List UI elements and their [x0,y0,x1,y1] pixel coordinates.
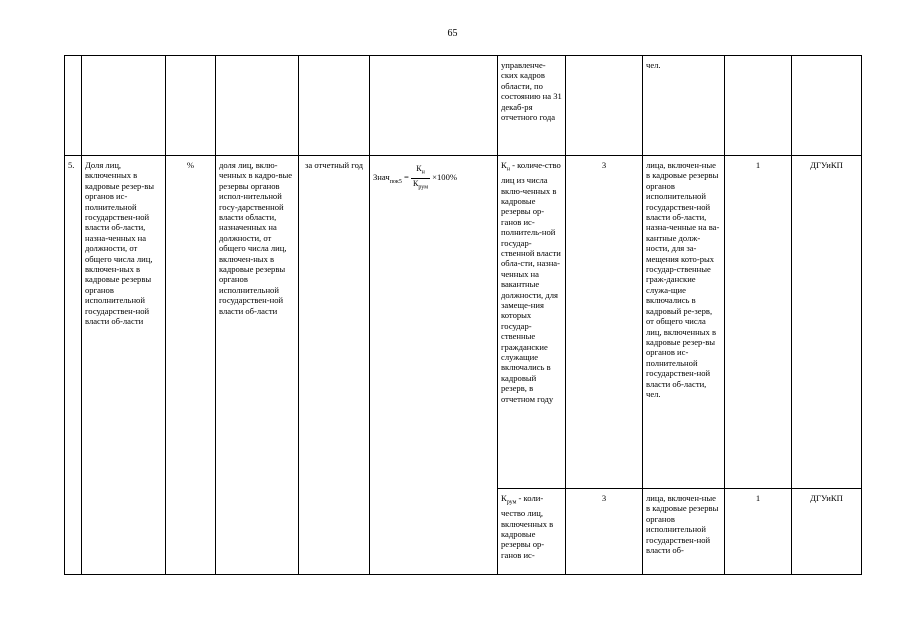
data-description: лица, включен-ные в кадровые резервы органов исполнительной государствен-ной власти об- [643,489,725,575]
source-code: 3 [566,156,643,489]
table-row-top [65,56,862,156]
unit-cell: чел. [643,56,725,156]
table-row-indicator-5 [65,156,862,489]
frequency: 1 [725,156,792,489]
indicators-table [64,55,862,575]
row-number: 5. [65,156,82,575]
source-code: 3 [566,489,643,575]
frequency: 1 [725,489,792,575]
data-description: лица, включен-ные в кадровые резервы органов исполнительной государствен-ной власти об-ласти, назна-ченные на ва-кантные долж-ности, для за-мещения кото-рых государ-ственные граж-данские служа-щие включались в кадровый ре-зерв, от общего числа лиц, включенных в кадровые резер-вы органов ис-полнительной государствен-ной власти об-ласти, чел. [643,156,725,489]
calculation-formula: Знач$_{пок5}$ = $\frac{К_н}{К_{рум}}$ ×100% [370,156,498,575]
variable-description: $К_н$ - количе-ство лиц из числа вклю-ченных в кадровые резервы ор-ганов ис-полнитель-ной государ-ственной власти обла-сти, назна-ченных на вакантные должности, для замеще-ния которых государ-ственные гражданские служащие включались в кадровый резерв, в отчетном году [498,156,566,489]
indicator-definition: доля лиц, вклю-ченных в кадро-вые резервы органов испол-нительной госу-дарственной власти области, назначенных на должности, от общего числа лиц, включен-ных в кадровые резервы органов исполнительной государствен-ной власти об-ласти [216,156,299,575]
responsible-body: ДГУиКП [792,489,862,575]
variable-description: $К_{рум}$ - коли-чество лиц, включенных в кадровые резервы ор-ганов ис- [498,489,566,575]
responsible-body: ДГУиКП [792,156,862,489]
formula-fraction: $\frac{К_н}{К_{рум}}$ [413,164,428,191]
variable-description-cell: управленче-ских кадров области, по состоянию на 31 декаб-ря отчетного года [498,56,566,156]
time-period: за отчетный год [299,156,370,575]
page-number: 65 [447,28,458,39]
indicator-name: Доля лиц, включенных в кадровые резер-вы органов ис-полнительной государствен-ной власти об-ласти, назна-ченных на должности, от общего числа лиц, включен-ных в кадровые резервы органов исполнительной государствен-ной власти об-ласти [82,156,166,575]
unit-of-measure: % [166,156,216,575]
